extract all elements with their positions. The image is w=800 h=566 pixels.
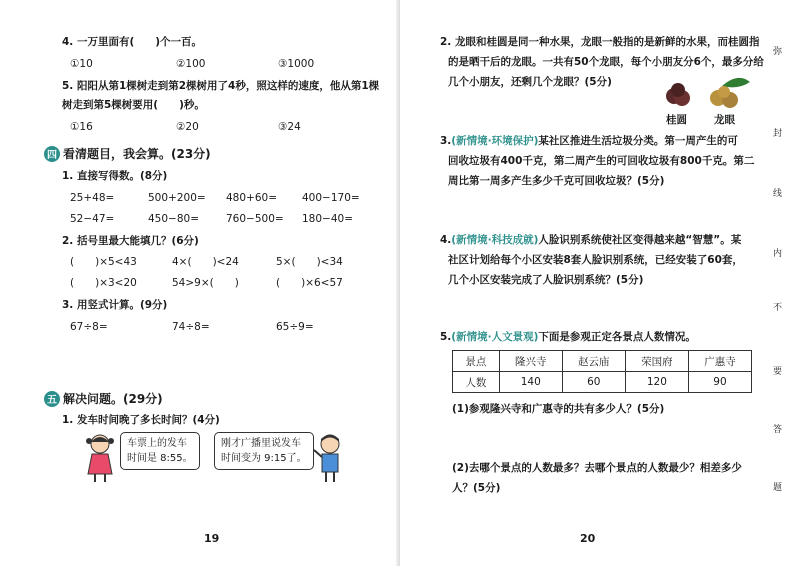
calc-2-4: 180−40= xyxy=(302,213,353,225)
table-cell: 赵云庙 xyxy=(562,351,625,372)
bubble-girl-line2: 时间是 8:55。 xyxy=(127,453,193,464)
section-5-title: 解决问题。(29分) xyxy=(63,392,163,406)
question-5-line1: 5. 阳阳从第1棵树走到第2棵树用了4秒，照这样的速度，他从第1棵 xyxy=(62,80,380,92)
seal-line-char: 不 xyxy=(773,303,783,313)
problem-5-part2-line2: 人？(5分) xyxy=(452,482,501,494)
table-cell: 60 xyxy=(562,372,625,393)
vertical-3: 65÷9= xyxy=(276,321,314,333)
boy-illustration xyxy=(312,432,348,484)
vertical-2: 74÷8= xyxy=(172,321,210,333)
fill-2-3: ( )×6<57 xyxy=(276,277,343,289)
problem-2-line2: 的是晒干后的龙眼。一共有50个龙眼，每个小朋友分6个，最多分给 xyxy=(448,56,764,68)
table-cell: 隆兴寺 xyxy=(499,351,562,372)
fill-1-2: 4×( )<24 xyxy=(172,256,239,268)
q5-option-3: ③24 xyxy=(278,121,301,133)
section-4-header xyxy=(44,145,211,162)
problem-3-line3: 周比第一周多产生多少千克可回收垃圾？(5分) xyxy=(448,175,665,187)
problem-4-line3: 几个小区安装完成了人脸识别系统？(5分) xyxy=(448,274,644,286)
section-5-badge: 五 xyxy=(44,391,60,407)
problem-5-part1: (1)参观隆兴寺和广惠寺的共有多少人？(5分) xyxy=(452,403,665,415)
sub-question-1: 1. 直接写得数。(8分) xyxy=(62,170,168,182)
problem-2-line1: 2. 龙眼和桂圆是同一种水果，龙眼一般指的是新鲜的水果，而桂圆指 xyxy=(440,36,760,48)
question-4: 4. 一万里面有( )个一百。 xyxy=(62,36,203,48)
table-cell: 广惠寺 xyxy=(688,351,751,372)
table-cell: 人数 xyxy=(453,372,500,393)
problem-2-line3: 几个小朋友，还剩几个龙眼？(5分) xyxy=(448,76,612,88)
section-5-header xyxy=(44,390,163,407)
seal-line-char: 题 xyxy=(773,483,783,493)
calc-1-1: 25+48= xyxy=(70,192,115,204)
problem-3-line2: 回收垃圾有400千克，第二周产生的可回收垃圾有800千克。第二 xyxy=(448,155,755,167)
calc-1-3: 480+60= xyxy=(226,192,277,204)
bubble-boy-line1: 刚才广播里说发车 xyxy=(221,438,301,449)
speech-bubble-girl xyxy=(120,432,200,470)
section-4-badge: 四 xyxy=(44,146,60,162)
problem-4-line1 xyxy=(440,234,741,247)
q5-option-2: ②20 xyxy=(176,121,199,133)
calc-2-3: 760−500= xyxy=(226,213,284,225)
q4-option-1: ①10 xyxy=(70,58,93,70)
right-page xyxy=(400,0,800,566)
bubble-girl-line1: 车票上的发车 xyxy=(127,438,187,449)
problem-3-line1 xyxy=(440,135,738,148)
vertical-1: 67÷8= xyxy=(70,321,108,333)
calc-2-1: 52−47= xyxy=(70,213,115,225)
fill-2-1: ( )×3<20 xyxy=(70,277,137,289)
seal-line-char: 弥 xyxy=(773,47,783,57)
label-longyan: 龙眼 xyxy=(714,114,735,126)
visitor-table xyxy=(452,350,752,393)
table-cell: 120 xyxy=(625,372,688,393)
section-4-title: 看清题目，我会算。(23分) xyxy=(63,147,211,161)
problem-3-tag: (新情境·环境保护) xyxy=(451,135,539,147)
page-number-right: 20 xyxy=(580,532,596,545)
fill-1-3: 5×( )<34 xyxy=(276,256,343,268)
question-5-line2: 树走到第5棵树要用( )秒。 xyxy=(62,99,205,111)
problem-3-number: 3. xyxy=(440,135,452,147)
problem-4-text1: 人脸识别系统使社区变得越来越“智慧”。某 xyxy=(538,234,742,246)
seal-line-char: 内 xyxy=(773,249,783,259)
fill-2-2: 54>9×( ) xyxy=(172,277,239,289)
table-row xyxy=(453,351,752,372)
problem-1: 1. 发车时间晚了多长时间？(4分) xyxy=(62,414,220,426)
problem-5-line1 xyxy=(440,331,696,344)
q5-option-1: ①16 xyxy=(70,121,93,133)
calc-2-2: 450−80= xyxy=(148,213,199,225)
calc-1-2: 500+200= xyxy=(148,192,206,204)
seal-line-char: 答 xyxy=(773,425,783,435)
seal-line-char: 要 xyxy=(773,367,783,377)
sub-question-3: 3. 用竖式计算。(9分) xyxy=(62,299,168,311)
sub-question-2: 2. 括号里最大能填几？(6分) xyxy=(62,235,199,247)
table-cell: 景点 xyxy=(453,351,500,372)
table-cell: 荣国府 xyxy=(625,351,688,372)
speech-bubble-boy xyxy=(214,432,314,470)
problem-4-line2: 社区计划给每个小区安装8套人脸识别系统，已经安装了60套， xyxy=(448,254,743,266)
problem-3-text1: 某社区推进生活垃圾分类。第一周产生的可 xyxy=(538,135,738,147)
fresh-longan-image xyxy=(704,76,752,110)
page-number-left: 19 xyxy=(204,532,220,545)
dried-longan-image xyxy=(662,80,694,110)
seal-line-char: 封 xyxy=(773,129,783,139)
problem-5-text1: 下面是参观正定各景点人数情况。 xyxy=(538,331,696,343)
table-cell: 140 xyxy=(499,372,562,393)
label-guiyuan: 桂圆 xyxy=(666,114,687,126)
problem-5-part2-line1: (2)去哪个景点的人数最多？去哪个景点的人数最少？相差多少 xyxy=(452,462,742,474)
seal-line-char: 线 xyxy=(773,189,783,199)
girl-illustration xyxy=(82,432,118,484)
calc-1-4: 400−170= xyxy=(302,192,360,204)
problem-4-tag: (新情境·科技成就) xyxy=(451,234,539,246)
bubble-boy-line2: 时间变为 9:15了。 xyxy=(221,453,307,464)
problem-4-number: 4. xyxy=(440,234,452,246)
q4-option-2: ②100 xyxy=(176,58,206,70)
table-cell: 90 xyxy=(688,372,751,393)
table-row xyxy=(453,372,752,393)
problem-5-number: 5. xyxy=(440,331,452,343)
fill-1-1: ( )×5<43 xyxy=(70,256,137,268)
problem-5-tag: (新情境·人文景观) xyxy=(451,331,539,343)
q4-option-3: ③1000 xyxy=(278,58,315,70)
